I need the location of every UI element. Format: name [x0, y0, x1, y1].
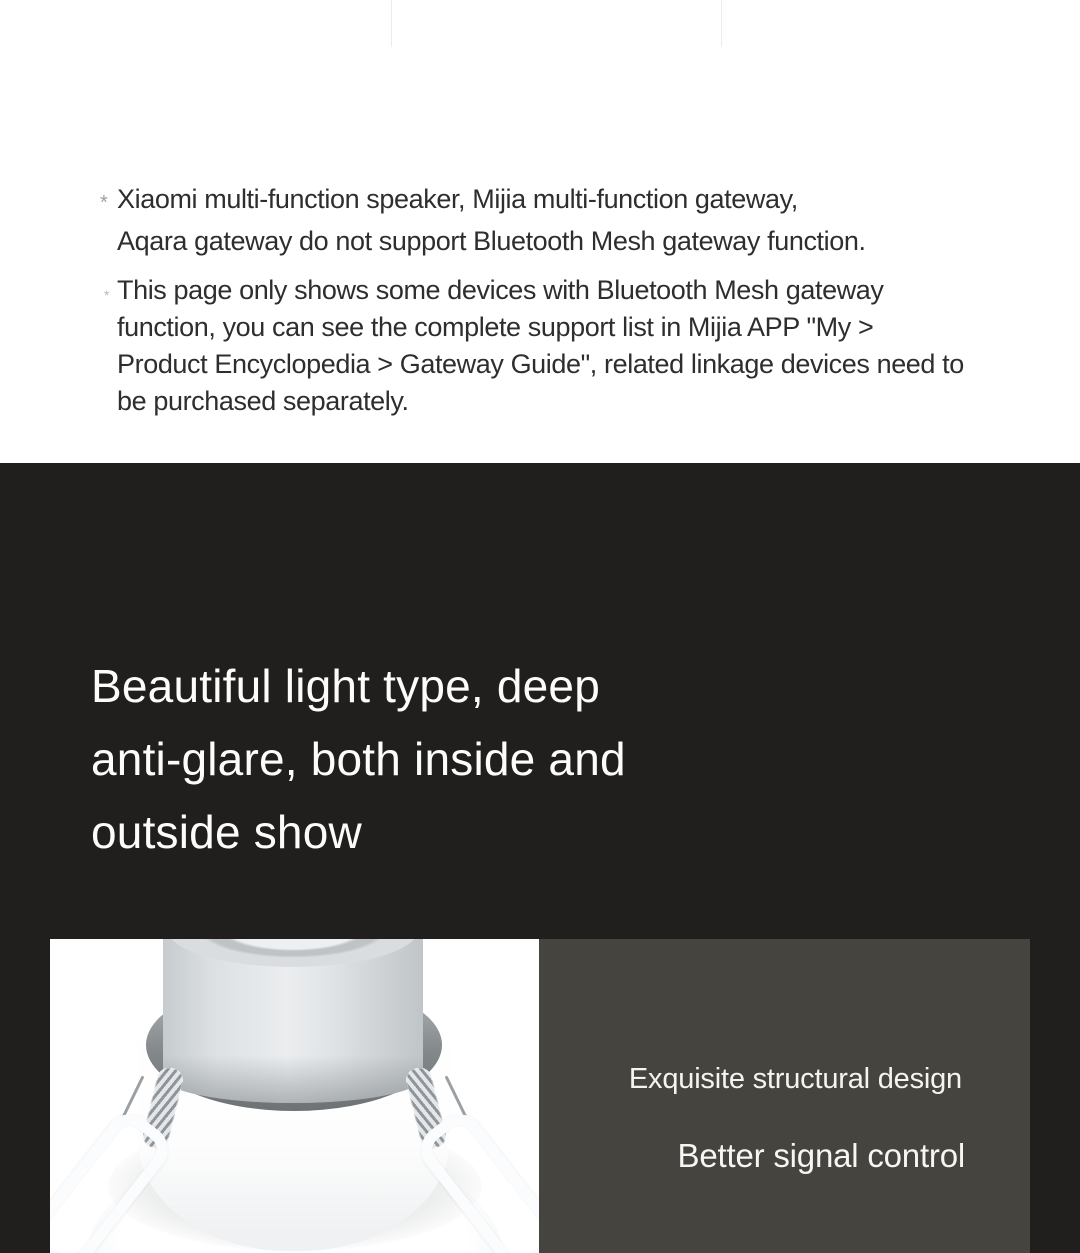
- feature-caption-structure: Exquisite structural design: [628, 1063, 962, 1095]
- footnote-text: This page only shows some devices with Bluetooth Mesh gateway function, you can see the complete support list in Mijia APP "My > Product Encyclopedia > Gateway Guide", related linkage devices need to be purchased separately.: [117, 275, 964, 416]
- feature-caption-signal: Better signal control: [677, 1137, 965, 1174]
- footnotes: [100, 178, 1017, 420]
- feature-card: [50, 939, 1030, 1253]
- hero-section: [0, 463, 1080, 1253]
- footnote-text: Xiaomi multi-function speaker, Mijia multi-function gateway, Aqara gateway do not support Bluetooth Mesh gateway function.: [117, 184, 866, 256]
- hero-heading: Beautiful light type, deep anti-glare, both inside and outside show: [91, 660, 626, 858]
- footnote-gateway-support: [100, 178, 1017, 262]
- feature-text-panel: [539, 939, 1030, 1253]
- spring-clip-left: [58, 1067, 218, 1253]
- spring-clip-right: [371, 1067, 531, 1253]
- table-column-divider: [721, 0, 722, 47]
- asterisk-marker: *: [104, 287, 110, 303]
- table-column-divider: [391, 0, 392, 47]
- footnote-device-list: [104, 272, 1017, 420]
- asterisk-marker: *: [100, 192, 108, 214]
- downlight-product-photo: [50, 939, 539, 1253]
